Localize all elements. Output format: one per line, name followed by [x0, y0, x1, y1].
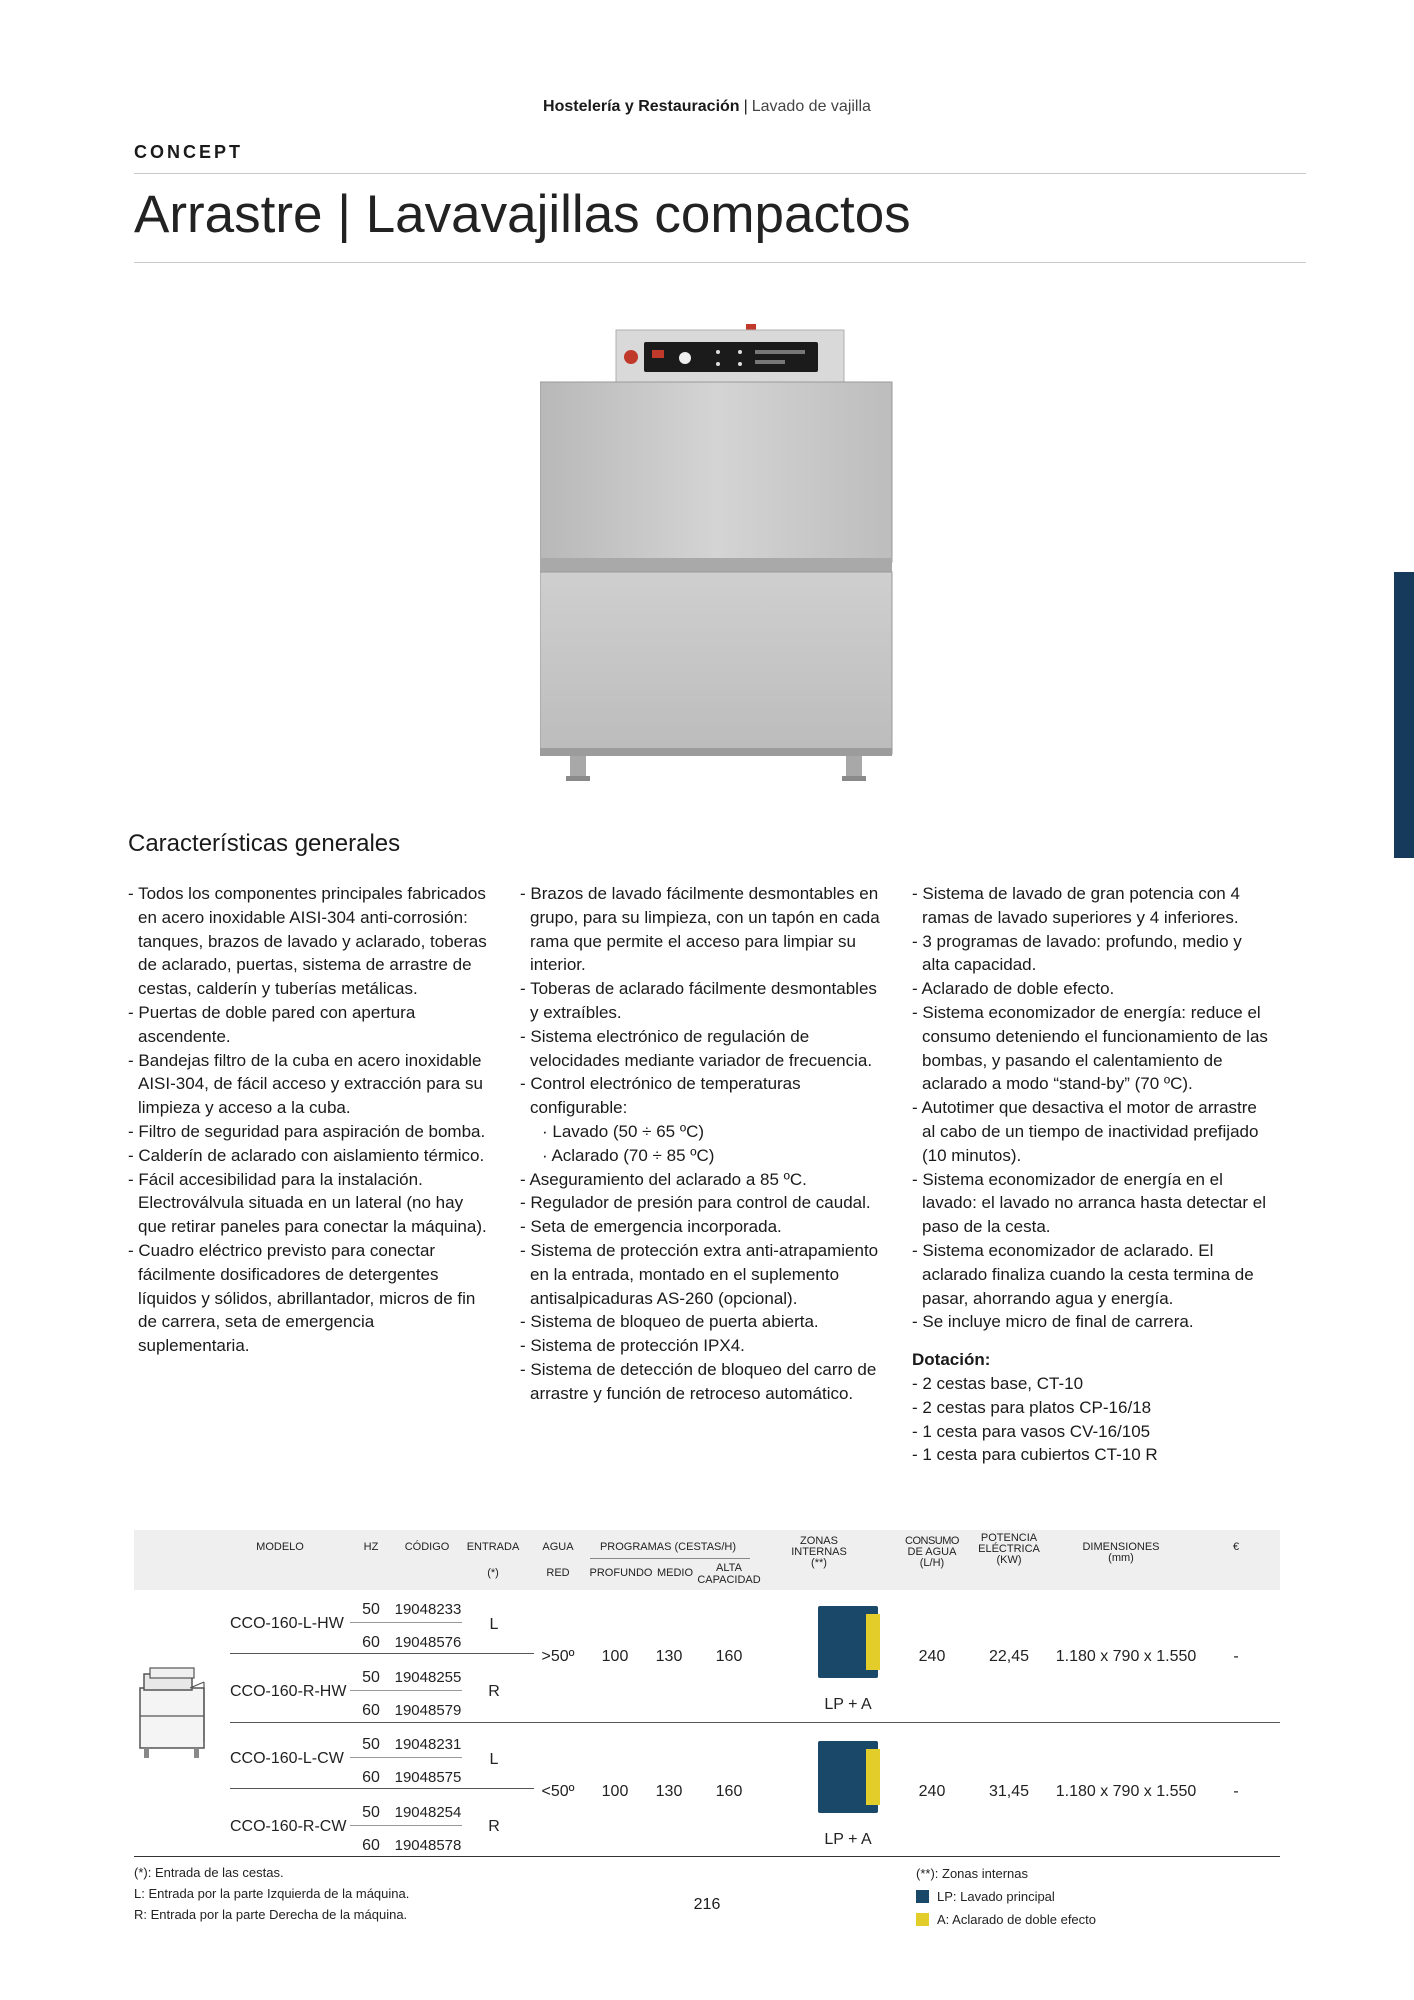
features-column-3	[912, 882, 1272, 1467]
col-header-euro: €	[1232, 1541, 1240, 1553]
feature-item: - Aclarado de doble efecto.	[912, 979, 1115, 999]
col-header-agua: AGUA	[542, 1541, 574, 1553]
price-value: -	[1233, 1783, 1239, 1800]
col-header-programas: PROGRAMAS (CESTAS/H)	[599, 1541, 737, 1553]
model-name: CCO-160-L-CW	[230, 1750, 344, 1767]
potencia-value: 22,45	[988, 1648, 1030, 1665]
product-code: 19048579	[394, 1702, 462, 1719]
feature-item: - Filtro de seguridad para aspiración de bomba.	[128, 1121, 486, 1141]
zonas-value: LP + A	[824, 1831, 872, 1848]
entrada-value: L	[489, 1751, 499, 1768]
model-name: CCO-160-L-HW	[230, 1615, 344, 1632]
feature-item: - Bandejas filtro de la cuba en acero inoxidable AISI-304, de fácil acceso y extracción para su limpieza y acceso a la cuba.	[128, 1050, 483, 1118]
machine-thumbnail	[134, 1666, 210, 1762]
footnote-line: L: Entrada por la parte Izquierda de la máquina.	[134, 1886, 410, 1901]
hz-value: 50	[362, 1736, 380, 1753]
footnotes-entrada	[134, 1862, 409, 1925]
model-name: CCO-160-R-CW	[230, 1818, 347, 1835]
brand-label: CONCEPT	[134, 142, 244, 162]
consumo-value: 240	[918, 1648, 946, 1665]
product-code: 19048231	[394, 1736, 462, 1753]
col-header-consumo-3: (L/H)	[919, 1557, 945, 1569]
feature-item: - Sistema electrónico de regulación de velocidades mediante variador de frecuencia.	[520, 1026, 873, 1070]
price-value: -	[1233, 1648, 1239, 1665]
table-bottom-rule	[134, 1856, 1280, 1857]
legend-lp-label: LP: Lavado principal	[937, 1889, 1055, 1904]
col-header-codigo: CÓDIGO	[404, 1541, 450, 1553]
model-name: CCO-160-R-HW	[230, 1683, 347, 1700]
col-header-entrada-note: (*)	[487, 1567, 499, 1579]
col-header-profundo: PROFUNDO	[589, 1567, 653, 1579]
programas-divider	[590, 1558, 750, 1559]
feature-item: - Brazos de lavado fácilmente desmontables en grupo, para su limpieza, con un tapón en cada rama que permite el acceso para limpiar su interior.	[520, 884, 880, 975]
features-heading: Características generales	[128, 830, 401, 857]
feature-item: - Puertas de doble pared con apertura ascendente.	[128, 1002, 416, 1046]
col-header-alta: ALTA	[716, 1562, 742, 1574]
feature-item: - Sistema de bloqueo de puerta abierta.	[520, 1312, 819, 1332]
feature-item: - Sistema de detección de bloqueo del carro de arrastre y función de retroceso automático.	[520, 1359, 877, 1403]
consumo-value: 240	[918, 1783, 946, 1800]
dotacion-item: - 2 cestas base, CT-10	[912, 1373, 1084, 1393]
breadcrumb-page: Lavado de vajilla	[751, 98, 871, 115]
dotacion-heading: Dotación:	[912, 1350, 991, 1370]
footnote-zonas-title: (**): Zonas internas	[916, 1866, 1028, 1881]
zonas-value: LP + A	[824, 1696, 872, 1713]
col-header-potencia-2: ELÉCTRICA	[978, 1543, 1040, 1555]
medio-value: 130	[655, 1783, 683, 1800]
hz-value: 60	[362, 1769, 380, 1786]
product-code: 19048233	[394, 1601, 462, 1618]
feature-item: - Fácil accesibilidad para la instalación. Electroválvula situada en un lateral (no hay que retirar paneles para conectar la máquina).	[128, 1169, 487, 1237]
feature-item: - Sistema economizador de aclarado. El aclarado finaliza cuando la cesta termina de pasar, ahorrando agua y energía.	[912, 1240, 1254, 1308]
title-divider	[134, 262, 1306, 263]
feature-item: - Sistema de protección extra anti-atrapamiento en la entrada, montado en el suplemento antisalpicaduras AS-260 (opcional).	[520, 1240, 879, 1308]
feature-item: - Todos los componentes principales fabricados en acero inoxidable AISI-304 anti-corrosión: tanques, brazos de lavado y aclarado, toberas de aclarado, puertas, sistema de arrastre de cestas, calderín y tuberías metálicas.	[128, 884, 487, 999]
entrada-value: R	[488, 1818, 500, 1835]
feature-item: - Sistema economizador de energía en el lavado: el lavado no arranca hasta detectar el paso de la cesta.	[912, 1169, 1267, 1237]
dimensiones-value: 1.180 x 790 x 1.550	[1055, 1648, 1197, 1665]
legend-lp	[916, 1885, 1096, 1908]
product-code: 19048255	[394, 1669, 462, 1686]
profundo-value: 100	[601, 1648, 629, 1665]
feature-item: - Autotimer que desactiva el motor de arrastre al cabo de un tiempo de inactividad prefijado (10 minutos).	[912, 1098, 1259, 1165]
hz-value: 60	[362, 1702, 380, 1719]
breadcrumb-section: Hostelería y Restauración	[543, 98, 740, 115]
variant-divider	[350, 1825, 462, 1826]
feature-item: - Toberas de aclarado fácilmente desmontables y extraíbles.	[520, 979, 877, 1022]
product-code: 19048575	[394, 1769, 462, 1786]
features-column-2	[520, 882, 880, 1406]
col-header-agua-red: RED	[546, 1567, 570, 1579]
legend-a-swatch	[916, 1913, 929, 1926]
col-header-entrada: ENTRADA	[466, 1541, 520, 1553]
col-header-zonas-2: INTERNAS	[791, 1546, 847, 1558]
product-code: 19048578	[394, 1837, 462, 1854]
feature-subitem: · Lavado (50 ÷ 65 ºC)	[542, 1121, 705, 1141]
zone-a-icon	[866, 1749, 880, 1805]
dotacion-item: - 2 cestas para platos CP-16/18	[912, 1397, 1152, 1417]
breadcrumb	[0, 98, 1414, 116]
footnote-line: R: Entrada por la parte Derecha de la máquina.	[134, 1907, 408, 1922]
col-header-hz: HZ	[363, 1541, 379, 1553]
dishwasher-product-image	[540, 320, 920, 800]
hz-value: 60	[362, 1837, 380, 1854]
medio-value: 130	[655, 1648, 683, 1665]
feature-item: - Control electrónico de temperaturas configurable:	[520, 1074, 801, 1118]
feature-subitem: · Aclarado (70 ÷ 85 ºC)	[542, 1145, 715, 1165]
dotacion-item: - 1 cesta para vasos CV-16/105	[912, 1421, 1151, 1441]
col-header-dimensiones: DIMENSIONES	[1082, 1541, 1160, 1553]
agua-red-value: >50º	[541, 1648, 575, 1665]
footnote-line: (*): Entrada de las cestas.	[134, 1865, 284, 1880]
footnotes-zonas	[916, 1862, 1096, 1931]
page-number: 216	[693, 1896, 721, 1913]
model-divider	[230, 1788, 534, 1789]
group-divider	[230, 1722, 1280, 1723]
hz-value: 50	[362, 1804, 380, 1821]
breadcrumb-separator: |	[743, 98, 748, 115]
col-header-potencia: POTENCIA	[980, 1532, 1038, 1544]
feature-item: - Regulador de presión para control de caudal.	[520, 1193, 871, 1213]
hz-value: 50	[362, 1601, 380, 1618]
entrada-value: R	[488, 1683, 500, 1700]
profundo-value: 100	[601, 1783, 629, 1800]
features-column-1	[128, 882, 488, 1358]
feature-item: - Aseguramiento del aclarado a 85 ºC.	[520, 1169, 807, 1189]
legend-lp-swatch	[916, 1890, 929, 1903]
col-header-consumo: CONSUMO	[905, 1535, 959, 1547]
side-index-tab	[1394, 572, 1414, 858]
col-header-potencia-3: (KW)	[996, 1554, 1022, 1566]
col-header-zonas-3: (**)	[811, 1557, 827, 1569]
entrada-value: L	[489, 1616, 499, 1633]
col-header-dimensiones-2: (mm)	[1108, 1552, 1134, 1564]
hz-value: 60	[362, 1634, 380, 1651]
feature-item: - Se incluye micro de final de carrera.	[912, 1312, 1194, 1332]
col-header-consumo-2: DE AGUA	[907, 1546, 957, 1558]
feature-item: - Seta de emergencia incorporada.	[520, 1217, 782, 1237]
dotacion-item: - 1 cesta para cubiertos CT-10 R	[912, 1445, 1158, 1465]
variant-divider	[350, 1757, 462, 1758]
top-divider	[134, 173, 1306, 174]
feature-item: - Sistema de protección IPX4.	[520, 1336, 745, 1356]
model-divider	[230, 1653, 534, 1654]
col-header-modelo: MODELO	[256, 1541, 304, 1553]
agua-red-value: <50º	[541, 1783, 575, 1800]
legend-a-label: A: Aclarado de doble efecto	[937, 1912, 1097, 1927]
spec-table	[134, 1530, 1280, 1860]
product-code: 19048576	[394, 1634, 462, 1651]
product-code: 19048254	[394, 1804, 462, 1821]
col-header-medio: MEDIO	[656, 1567, 694, 1579]
page-title: Arrastre | Lavavajillas compactos	[134, 185, 911, 244]
feature-item: - 3 programas de lavado: profundo, medio y alta capacidad.	[912, 931, 1242, 975]
col-header-zonas: ZONAS	[800, 1535, 838, 1547]
feature-item: - Sistema economizador de energía: reduce el consumo deteniendo el funcionamiento de las bombas, y pasando el calentamiento de aclarado a modo “stand-by” (70 ºC).	[912, 1002, 1268, 1094]
feature-item: - Sistema de lavado de gran potencia con 4 ramas de lavado superiores y 4 inferiores.	[912, 884, 1240, 927]
feature-item: - Calderín de aclarado con aislamiento térmico.	[128, 1145, 485, 1165]
hz-value: 50	[362, 1669, 380, 1686]
potencia-value: 31,45	[988, 1783, 1030, 1800]
alta-value: 160	[715, 1783, 743, 1800]
alta-value: 160	[715, 1648, 743, 1665]
col-header-capacidad: CAPACIDAD	[697, 1574, 761, 1586]
variant-divider	[350, 1622, 462, 1623]
legend-a	[916, 1908, 1096, 1931]
variant-divider	[350, 1690, 462, 1691]
feature-item: - Cuadro eléctrico previsto para conectar fácilmente dosificadores de detergentes líquidos y sólidos, abrillantador, micros de fin de carrera, seta de emergencia suplementaria.	[128, 1240, 476, 1356]
dimensiones-value: 1.180 x 790 x 1.550	[1055, 1783, 1197, 1800]
zone-a-icon	[866, 1614, 880, 1670]
